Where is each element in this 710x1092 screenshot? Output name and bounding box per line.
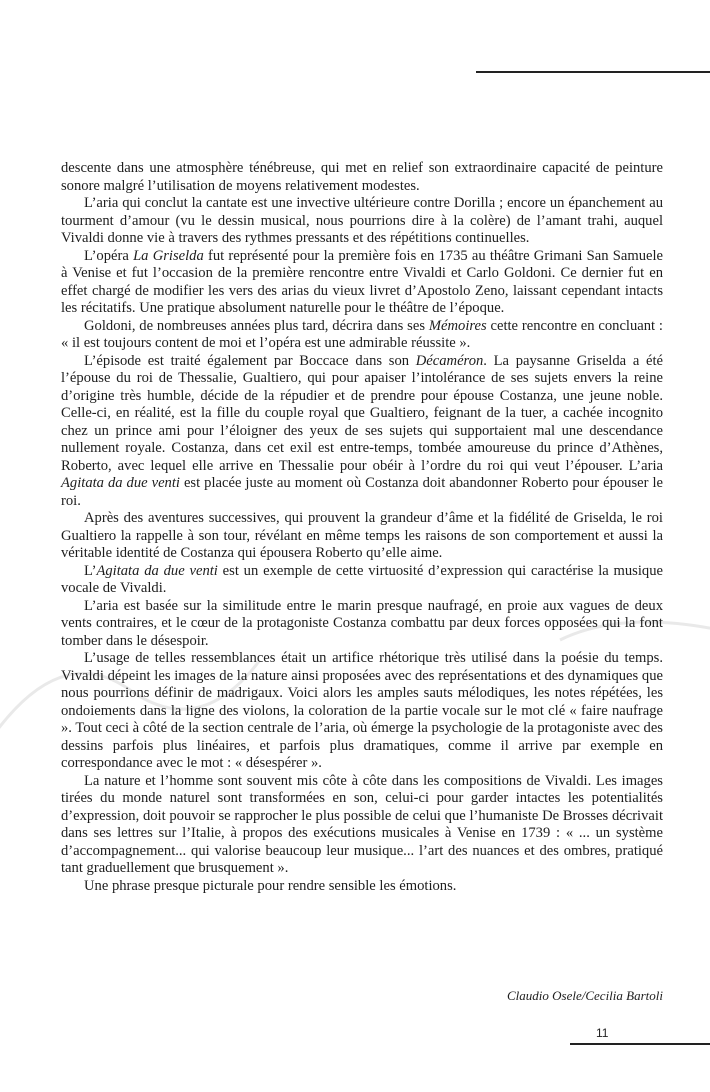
paragraph [61, 248, 663, 318]
header-rule [476, 71, 710, 73]
text-run: fut représenté pour la première fois en 1735 au théâtre Grimani San Samuele à Venise et fut l’occasion de la première rencontre entre Vivaldi et Carlo Goldoni. Ce dernier fut en effet chargé de modifier les vers des arias du vieux livret d’Apostolo Zeno, laissant cependant intacts les récitatifs. Une pratique absolument naturelle pour le théâtre de l’époque. [61, 247, 663, 316]
italic-title: Agitata da due venti [61, 475, 180, 491]
italic-title: Décaméron [415, 352, 484, 369]
text-run: Après des aventures successives, qui prouvent la grandeur d’âme et la fidélité de Griselda, le roi Gualtiero la rappelle à son tour, révélant en même temps les raisons de son comportement et aussi la véritable identité de Costanza qui épousera Roberto qu’elle aime. [61, 510, 663, 561]
footer-rule [570, 1043, 710, 1045]
text-run: La nature et l’homme sont souvent mis côte à côte dans les compositions de Vivaldi. Les images tirées du monde naturel sont transformées en son, celui-ci pour garder intactes les potentialités d’expression, doit pouvoir se rapprocher le plus possible de celui que l’humaniste De Brosses décrivait dans ses lettres sur l’Italie, à propos des exécutions musicales à Venise en 1739 : « ... un système d’accompagnement... qui valorise beaucoup leur musique... l’art des nuances et des ombres, pratiqué tant graduellement que brusquement ». [61, 772, 663, 876]
text-run: L’usage de telles ressemblances était un artifice rhétorique très utilisé dans la poésie du temps. Vivaldi dépeint les images de la nature ainsi proposées avec des représentations et des dynamiques que nous pourrions définir de madrigaux. Voici alors les amples sauts mélodiques, les notes répétées, les ondoiements dans la ligne des violons, la coloration de la partie vocale sur le mot clé « faire naufrage ». Tout ceci à côté de la section centrale de l’aria, où émerge la psychologie de la protagoniste avec des dessins parfois plus linéaires, et parfois plus dramatiques, comme il arrive par exemple en correspondance avec le mot : « désespérer ». [61, 650, 663, 771]
text-run: Goldoni, de nombreuses années plus tard, décrira dans ses [84, 317, 429, 334]
text-run: L’ [84, 562, 97, 579]
paragraph [61, 878, 663, 896]
text-run: Une phrase presque picturale pour rendre sensible les émotions. [84, 877, 457, 894]
text-run: L’épisode est traité également par Boccace dans son [84, 352, 416, 369]
italic-title: Agitata da due venti [96, 562, 218, 579]
text-run: descente dans une atmosphère ténébreuse, qui met en relief son extraordinaire capacité de peinture sonore malgré l’utilisation de moyens relativement modestes. [61, 160, 663, 194]
text-run: L’opéra [84, 247, 134, 264]
paragraph [61, 650, 663, 773]
paragraph [61, 510, 663, 563]
italic-title: La Griselda [133, 247, 204, 264]
text-run: . La paysanne Griselda a été l’épouse du roi de Thessalie, Gualtiero, qui pour apaiser l’intolérance de ses sujets envers la reine d’origine très humble, décide de la répudier et de prendre pour épouse Costanza, une jeune noble. Celle-ci, en réalité, est la fille du couple royal que Gualtiero, feignant de la tuer, a cachée incognito chez un prince ami pour l’éloigner des yeux de ses sujets qui supportaient mal une descendance nullement royale. Costanza, dans cet exil est entre-temps, tombée amoureuse du prince d’Athènes, Roberto, avec lequel elle arrive en Thessalie pour obéir à l’ordre du roi qui veut l’épouser. L’aria [61, 352, 663, 474]
text-run: L’aria est basée sur la similitude entre le marin presque naufragé, en proie aux vagues de deux vents contraires, et le cœur de la protagoniste Costanza combattu par deux forces opposées qui la font tomber dans le désespoir. [61, 597, 663, 649]
paragraph [61, 195, 663, 248]
article-body [61, 160, 663, 895]
paragraph [61, 353, 663, 511]
text-run: L’aria qui conclut la cantate est une invective ultérieure contre Dorilla ; encore un épanchement au tourment d’amour (vu le dessin musical, nous pourrions dire à la colère) de l’amant trahi, auquel Vivaldi donne vie à travers des rythmes pressants et des répétitions continuelles. [61, 195, 663, 246]
author-signature: Claudio Osele/Cecilia Bartoli [507, 988, 663, 1003]
paragraph [61, 318, 663, 353]
paragraph [61, 563, 663, 598]
text-run: est un exemple de cette virtuosité d’expression qui caractérise la musique vocale de Vivaldi. [61, 562, 663, 596]
paragraph [61, 598, 663, 651]
text-run: est placée juste au moment où Costanza doit abandonner Roberto pour épouser le roi. [61, 475, 663, 509]
text-run: cette rencontre en concluant : « il est toujours content de moi et l’opéra est une admirable réussite ». [61, 317, 663, 351]
paragraph [61, 773, 663, 878]
italic-title: Mémoires [428, 317, 487, 334]
page-number: 11 [596, 1026, 609, 1040]
paragraph [61, 160, 663, 195]
